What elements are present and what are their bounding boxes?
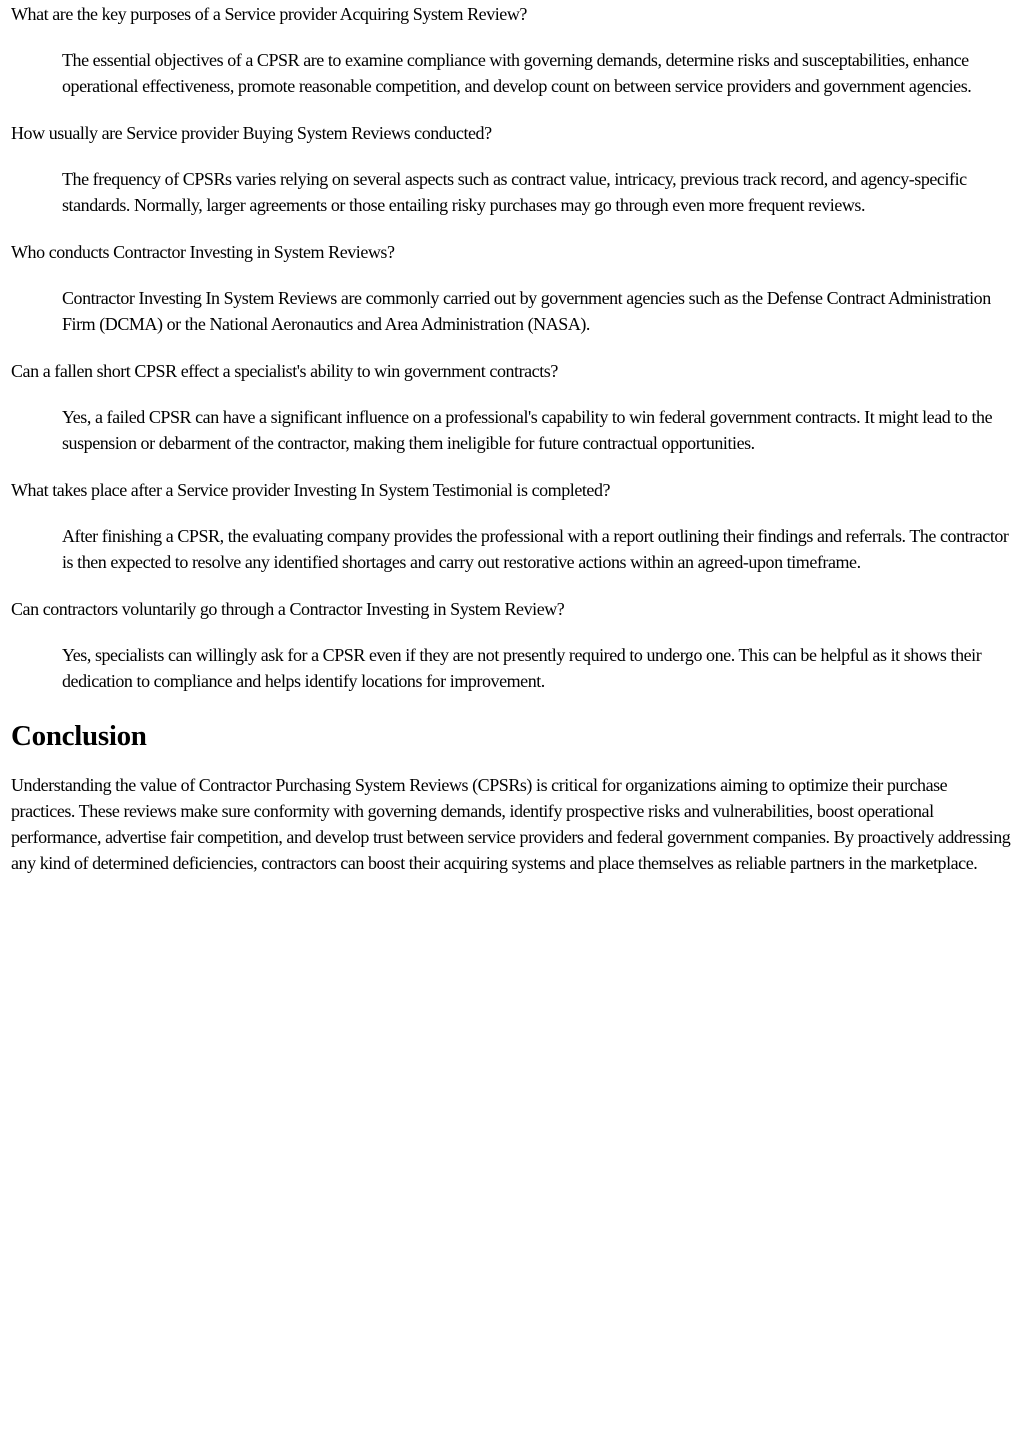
faq-answer: After finishing a CPSR, the evaluating company provides the professional with a report outlining their findings and referrals. The contractor is then expected to resolve any identified shortages and carry out restorative actions within an agreed-upon timeframe. — [62, 526, 1009, 572]
conclusion-heading: Conclusion — [11, 720, 147, 752]
faq-answer: Contractor Investing In System Reviews are commonly carried out by government agencies such as the Defense Contract Administration Firm (DCMA) or the National Aeronautics and Area Administration (NASA). — [62, 288, 991, 334]
faq-answer: The essential objectives of a CPSR are to examine compliance with governing demands, determine risks and susceptabilities, enhance operational effectiveness, promote reasonable competition, and develop count on between service providers and government agencies. — [62, 50, 972, 96]
faq-question: What takes place after a Service provider Investing In System Testimonial is completed? — [11, 480, 611, 500]
faq-list — [11, 0, 1014, 694]
faq-question: Who conducts Contractor Investing in System Reviews? — [11, 242, 395, 262]
faq-question: How usually are Service provider Buying System Reviews conducted? — [11, 123, 492, 143]
faq-question: What are the key purposes of a Service provider Acquiring System Review? — [11, 4, 527, 24]
conclusion-paragraph: Understanding the value of Contractor Purchasing System Reviews (CPSRs) is critical for organizations aiming to optimize their purchase practices. These reviews make sure conformity with governing demands, identify prospective risks and vulnerabilities, boost operational performance, advertise fair competition, and develop trust between service providers and federal government companies. By proactively addressing any kind of determined deficiencies, contractors can boost their acquiring systems and place themselves as reliable partners in the marketplace. — [11, 775, 1011, 873]
faq-question: Can contractors voluntarily go through a Contractor Investing in System Review? — [11, 599, 565, 619]
faq-answer: Yes, a failed CPSR can have a significant influence on a professional's capability to win federal government contracts. It might lead to the suspension or debarment of the contractor, making them ineligible for future contractual opportunities. — [62, 407, 993, 453]
faq-question: Can a fallen short CPSR effect a specialist's ability to win government contracts? — [11, 361, 558, 381]
faq-answer: The frequency of CPSRs varies relying on several aspects such as contract value, intricacy, previous track record, and agency-specific standards. Normally, larger agreements or those entailing risky purchases may go through even more frequent reviews. — [62, 169, 967, 215]
faq-answer: Yes, specialists can willingly ask for a CPSR even if they are not presently required to undergo one. This can be helpful as it shows their dedication to compliance and helps identify locations for improvement. — [62, 645, 982, 691]
